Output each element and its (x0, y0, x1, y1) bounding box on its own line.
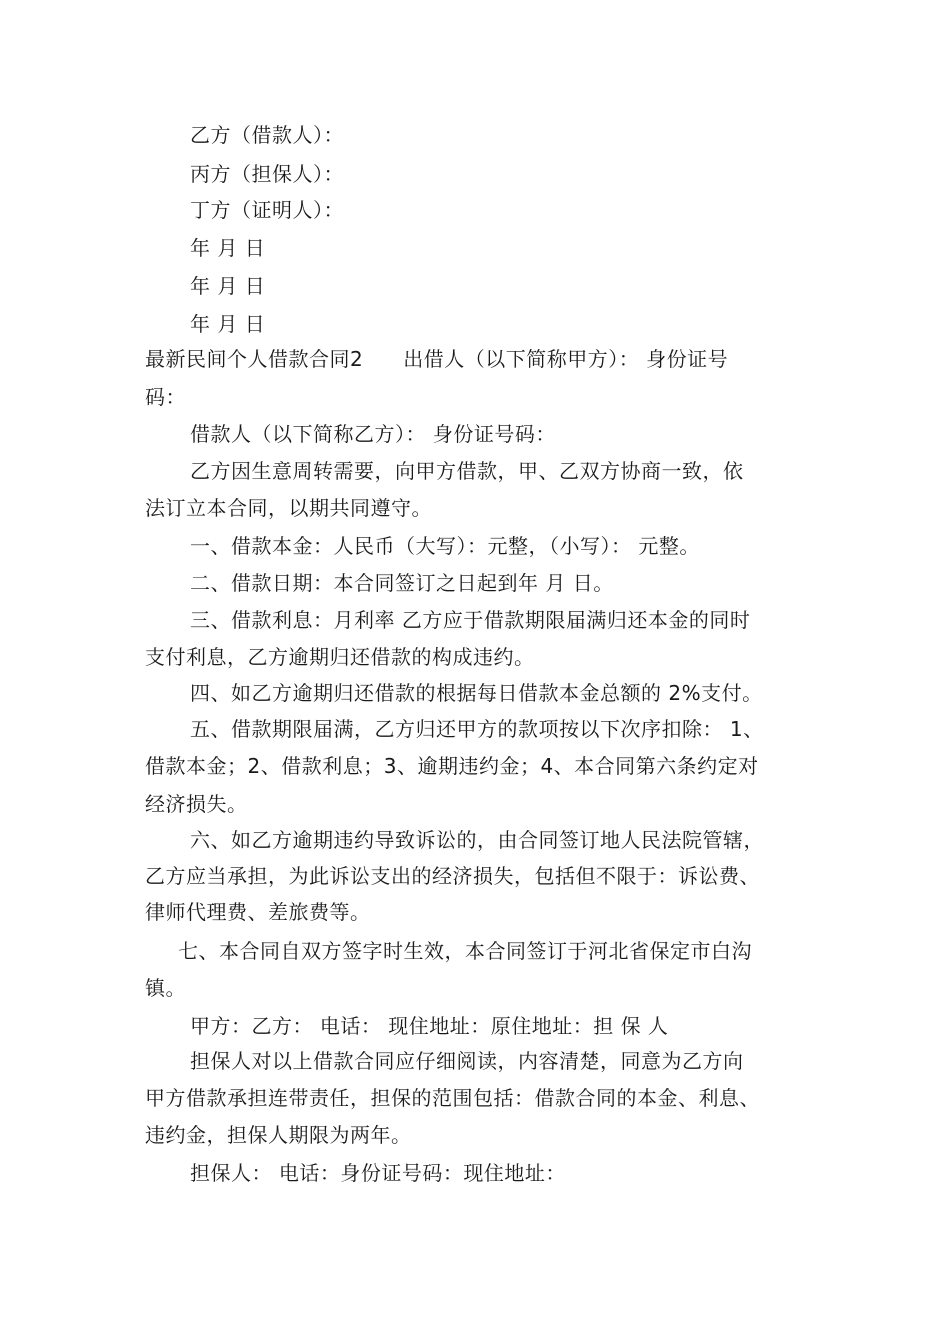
paragraph-line: 镇。 (145, 976, 186, 1000)
party-c-line: 丙方（担保人）： (190, 162, 344, 186)
paragraph-line: 经济损失。 (145, 792, 248, 816)
party-d-line: 丁方（证明人）： (190, 198, 344, 222)
paragraph-line: 律师代理费、差旅费等。 (145, 900, 371, 924)
party-b-line: 乙方（借款人）： (190, 123, 344, 147)
paragraph-line: 甲方借款承担连带责任，担保的范围包括：借款合同的本金、利息、 (145, 1086, 760, 1110)
clause-1: 一、借款本金：人民币（大写）：元整，（小写）： 元整。 (190, 534, 700, 558)
date-line: 年 月 日 (190, 312, 266, 336)
clause-6: 六、如乙方逾期违约导致诉讼的，由合同签订地人民法院管辖， (190, 828, 764, 852)
paragraph-line: 借款本金；2、借款利息；3、逾期违约金；4、本合同第六条约定对 (145, 754, 759, 778)
paragraph-line: 法订立本合同，以期共同遵守。 (145, 496, 432, 520)
guarantor-signature-line: 担保人： 电话：身份证号码：现住地址： (190, 1161, 566, 1185)
contract-title: 最新民间个人借款合同2 (145, 347, 364, 371)
lender-line: 出借人（以下简称甲方）： 身份证号 (403, 347, 729, 371)
date-line: 年 月 日 (190, 236, 266, 260)
clause-7: 七、本合同自双方签字时生效，本合同签订于河北省保定市白沟 (178, 939, 752, 963)
date-line: 年 月 日 (190, 274, 266, 298)
paragraph-line: 码： (145, 385, 186, 409)
paragraph-line: 乙方因生意周转需要，向甲方借款，甲、乙双方协商一致，依 (190, 459, 744, 483)
paragraph-line: 乙方应当承担，为此诉讼支出的经济损失，包括但不限于：诉讼费、 (145, 864, 760, 888)
clause-3: 三、借款利息：月利率 乙方应于借款期限届满归还本金的同时 (190, 608, 751, 632)
clause-5: 五、借款期限届满，乙方归还甲方的款项按以下次序扣除： 1、 (190, 717, 764, 741)
paragraph-line: 支付利息，乙方逾期归还借款的构成违约。 (145, 645, 535, 669)
paragraph-line: 违约金，担保人期限为两年。 (145, 1123, 412, 1147)
guarantor-paragraph: 担保人对以上借款合同应仔细阅读，内容清楚，同意为乙方向 (190, 1049, 744, 1073)
clause-2: 二、借款日期：本合同签订之日起到年 月 日。 (190, 571, 614, 595)
borrower-line: 借款人（以下简称乙方）： 身份证号码： (190, 422, 556, 446)
signature-line: 甲方：乙方： 电话： 现住地址：原住地址：担 保 人 (190, 1014, 669, 1038)
clause-4: 四、如乙方逾期归还借款的根据每日借款本金总额的 2%支付。 (190, 681, 763, 705)
contract-title-line (145, 345, 728, 373)
